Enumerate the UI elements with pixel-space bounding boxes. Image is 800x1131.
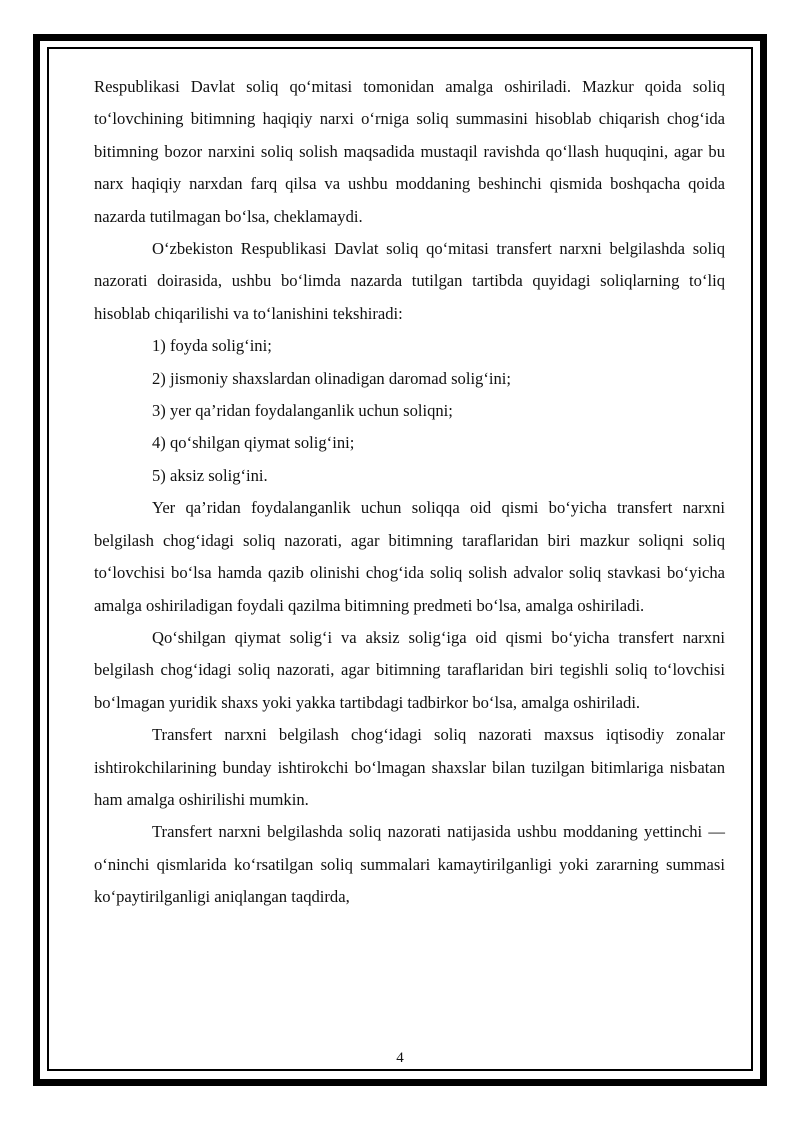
list-item: 2) jismoniy shaxslardan olinadigan daromad solig‘ini; xyxy=(152,368,512,388)
document-body xyxy=(94,71,725,914)
paragraph-special-zones: Transfert narxni belgilash chog‘idagi soliq nazorati maxsus iqtisodiy zonalar ishtirokchilarining bunday ishtirokchi bo‘lmagan shaxslar bilan tuzilgan bitimlariga nisbatan ham amalga oshirilishi mumkin. xyxy=(94,725,725,809)
list-item: 3) yer qa’ridan foydalanganlik uchun soliqni; xyxy=(152,401,453,421)
paragraph-subsoil-tax: Yer qa’ridan foydalanganlik uchun soliqqa oid qismi bo‘yicha transfert narxni belgilash chog‘idagi soliq nazorati, agar bitimning taraflaridan biri mazkur soliqni soliq to‘lovchisi bo‘lsa hamda qazib olinishi chog‘ida soliq solish advalor soliq stavkasi bo‘yicha amalga oshiriladigan foydali qazilma bitimning predmeti bo‘lsa, amalga oshiriladi. xyxy=(94,498,725,615)
list-item: 1) foyda solig‘ini; xyxy=(152,336,272,356)
paragraph-continuation: Respublikasi Davlat soliq qo‘mitasi tomonidan amalga oshiriladi. Mazkur qoida soliq to‘lovchining bitimning haqiqiy narxi o‘rniga soliq summasini hisoblab chiqarish chog‘ida bitimning bozor narxini soliq solish maqsadida mustaqil ravishda qo‘llash huquqini, agar bu narx haqiqiy narxdan farq qilsa va ushbu moddaning beshinchi qismida boshqacha qoida nazarda tutilmagan bo‘lsa, cheklamaydi. xyxy=(94,77,725,226)
page-number: 4 xyxy=(396,1050,404,1066)
list-item: 5) aksiz solig‘ini. xyxy=(152,465,268,485)
paragraph-vat-excise: Qo‘shilgan qiymat solig‘i va aksiz solig‘iga oid qismi bo‘yicha transfert narxni belgilash chog‘idagi soliq nazorati, agar bitimning taraflaridan biri tegishli soliq to‘lovchisi bo‘lmagan yuridik shaxs yoki yakka tartibdagi tadbirkor bo‘lsa, amalga oshiriladi. xyxy=(94,627,725,712)
paragraph-tax-committee: O‘zbekiston Respublikasi Davlat soliq qo‘mitasi transfert narxni belgilashda soliq nazorati doirasida, ushbu bo‘limda nazarda tutilgan tartibda quyidagi soliqlarning to‘liq hisoblab chiqarilishi va to‘lanishini tekshiradi: xyxy=(94,239,725,323)
paragraph-results: Transfert narxni belgilashda soliq nazorati natijasida ushbu moddaning yettinchi — o‘ninchi qismlarida ko‘rsatilgan soliq summalari kamaytirilganligi yoki zararning summasi ko‘paytirilganligi aniqlangan taqdirda, xyxy=(94,822,725,907)
list-item: 4) qo‘shilgan qiymat solig‘ini; xyxy=(152,433,355,453)
